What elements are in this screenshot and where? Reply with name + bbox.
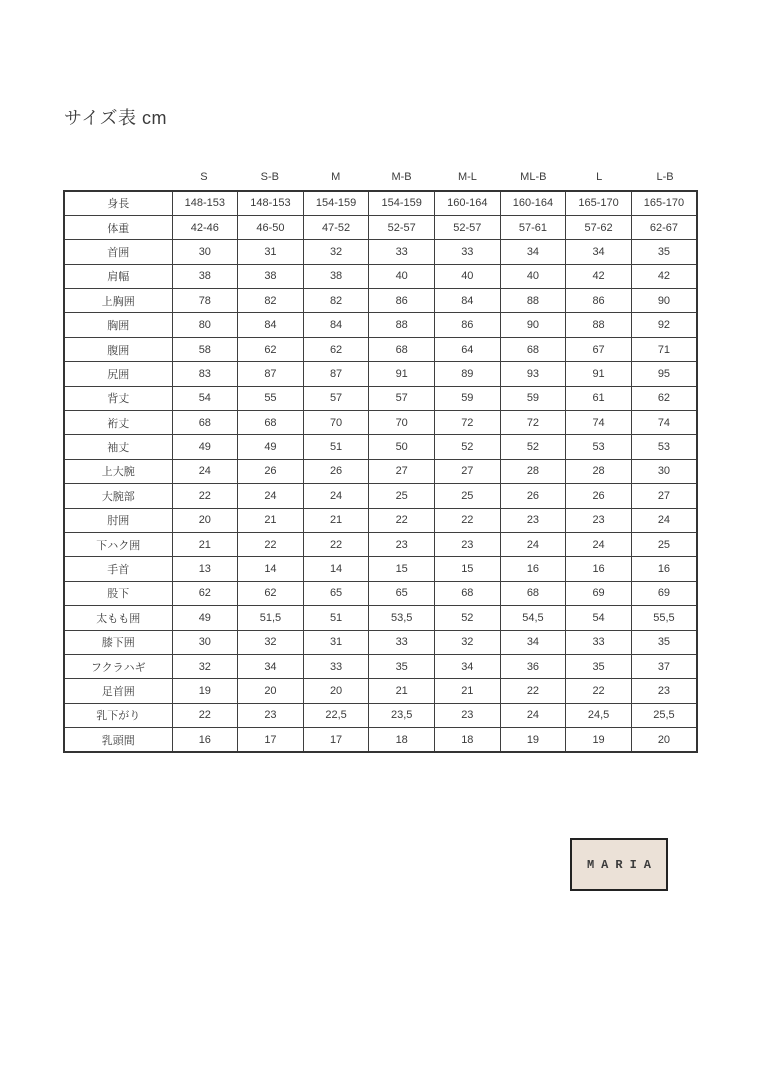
table-cell: 54,5 xyxy=(500,606,566,630)
table-row xyxy=(64,484,697,508)
size-column-header-l: L xyxy=(596,171,603,183)
table-cell: 33 xyxy=(566,630,632,654)
table-cell: 148-153 xyxy=(172,191,238,215)
table-cell: 165-170 xyxy=(566,191,632,215)
table-cell: 27 xyxy=(435,459,501,483)
table-cell: 62 xyxy=(172,581,238,605)
table-cell: 13 xyxy=(172,557,238,581)
table-cell: 19 xyxy=(566,728,632,752)
table-cell: 35 xyxy=(369,654,435,678)
table-cell: 89 xyxy=(435,362,501,386)
table-cell: 20 xyxy=(303,679,369,703)
table-cell: 62 xyxy=(303,337,369,361)
table-cell: 51 xyxy=(303,606,369,630)
table-cell: 68 xyxy=(500,337,566,361)
table-cell: 24 xyxy=(631,508,697,532)
table-cell: 31 xyxy=(238,240,304,264)
table-cell: 20 xyxy=(631,728,697,752)
table-cell: 22 xyxy=(303,532,369,556)
table-cell: 57-62 xyxy=(566,215,632,239)
table-row xyxy=(64,606,697,630)
table-cell: 69 xyxy=(566,581,632,605)
table-cell: 24 xyxy=(500,532,566,556)
table-cell: 57 xyxy=(369,386,435,410)
row-label: 大腕部 xyxy=(64,484,172,508)
table-cell: 92 xyxy=(631,313,697,337)
table-cell: 55 xyxy=(238,386,304,410)
table-cell: 32 xyxy=(435,630,501,654)
table-cell: 23 xyxy=(631,679,697,703)
table-cell: 70 xyxy=(369,411,435,435)
table-cell: 16 xyxy=(172,728,238,752)
table-row xyxy=(64,264,697,288)
table-cell: 22 xyxy=(369,508,435,532)
table-cell: 53,5 xyxy=(369,606,435,630)
table-row xyxy=(64,654,697,678)
table-cell: 58 xyxy=(172,337,238,361)
table-cell: 53 xyxy=(566,435,632,459)
table-cell: 165-170 xyxy=(631,191,697,215)
table-cell: 32 xyxy=(303,240,369,264)
table-cell: 95 xyxy=(631,362,697,386)
table-cell: 160-164 xyxy=(500,191,566,215)
table-cell: 86 xyxy=(566,289,632,313)
table-cell: 25,5 xyxy=(631,703,697,727)
table-row xyxy=(64,679,697,703)
table-cell: 65 xyxy=(303,581,369,605)
table-cell: 72 xyxy=(435,411,501,435)
table-cell: 23,5 xyxy=(369,703,435,727)
table-cell: 51,5 xyxy=(238,606,304,630)
table-cell: 23 xyxy=(500,508,566,532)
table-cell: 74 xyxy=(566,411,632,435)
table-cell: 59 xyxy=(435,386,501,410)
table-row xyxy=(64,703,697,727)
table-cell: 52-57 xyxy=(369,215,435,239)
table-cell: 17 xyxy=(238,728,304,752)
table-cell: 93 xyxy=(500,362,566,386)
table-row xyxy=(64,240,697,264)
table-cell: 65 xyxy=(369,581,435,605)
table-cell: 33 xyxy=(435,240,501,264)
table-row xyxy=(64,411,697,435)
table-cell: 49 xyxy=(172,606,238,630)
table-cell: 34 xyxy=(435,654,501,678)
row-label: 乳下がり xyxy=(64,703,172,727)
table-cell: 26 xyxy=(238,459,304,483)
page-title: サイズ表 cm xyxy=(64,108,168,128)
table-cell: 26 xyxy=(500,484,566,508)
table-cell: 53 xyxy=(631,435,697,459)
table-cell: 90 xyxy=(500,313,566,337)
table-cell: 62 xyxy=(238,581,304,605)
size-column-header-lb: L-B xyxy=(656,171,674,183)
table-cell: 88 xyxy=(369,313,435,337)
table-cell: 15 xyxy=(369,557,435,581)
table-row xyxy=(64,581,697,605)
table-cell: 51 xyxy=(303,435,369,459)
table-cell: 49 xyxy=(172,435,238,459)
table-cell: 61 xyxy=(566,386,632,410)
table-cell: 19 xyxy=(172,679,238,703)
size-table-body xyxy=(64,191,697,752)
table-row xyxy=(64,313,697,337)
table-cell: 52 xyxy=(435,435,501,459)
table-cell: 154-159 xyxy=(303,191,369,215)
table-cell: 20 xyxy=(238,679,304,703)
table-cell: 36 xyxy=(500,654,566,678)
table-cell: 27 xyxy=(369,459,435,483)
table-cell: 35 xyxy=(566,654,632,678)
table-cell: 71 xyxy=(631,337,697,361)
table-cell: 16 xyxy=(566,557,632,581)
table-row xyxy=(64,459,697,483)
table-cell: 30 xyxy=(631,459,697,483)
table-row xyxy=(64,435,697,459)
row-label: 肘囲 xyxy=(64,508,172,532)
size-column-header-mlb: ML-B xyxy=(520,171,547,183)
table-cell: 22 xyxy=(172,703,238,727)
row-label: 身長 xyxy=(64,191,172,215)
table-cell: 68 xyxy=(500,581,566,605)
table-cell: 38 xyxy=(238,264,304,288)
table-cell: 46-50 xyxy=(238,215,304,239)
table-cell: 19 xyxy=(500,728,566,752)
table-cell: 87 xyxy=(238,362,304,386)
size-column-header-ml: M-L xyxy=(457,171,477,183)
table-row xyxy=(64,362,697,386)
table-cell: 74 xyxy=(631,411,697,435)
table-cell: 50 xyxy=(369,435,435,459)
table-cell: 67 xyxy=(566,337,632,361)
table-cell: 32 xyxy=(172,654,238,678)
table-cell: 38 xyxy=(172,264,238,288)
table-cell: 26 xyxy=(566,484,632,508)
table-row xyxy=(64,630,697,654)
table-row xyxy=(64,508,697,532)
table-row xyxy=(64,191,697,215)
table-row xyxy=(64,386,697,410)
table-cell: 70 xyxy=(303,411,369,435)
brand-logo-text: MARIA xyxy=(586,857,658,872)
table-cell: 82 xyxy=(238,289,304,313)
table-cell: 78 xyxy=(172,289,238,313)
row-label: 膝下囲 xyxy=(64,630,172,654)
row-label: フクラハギ xyxy=(64,654,172,678)
table-cell: 59 xyxy=(500,386,566,410)
table-row xyxy=(64,337,697,361)
table-cell: 22 xyxy=(172,484,238,508)
row-label: 袖丈 xyxy=(64,435,172,459)
table-cell: 33 xyxy=(369,630,435,654)
table-cell: 80 xyxy=(172,313,238,337)
table-cell: 90 xyxy=(631,289,697,313)
table-cell: 82 xyxy=(303,289,369,313)
table-cell: 22 xyxy=(566,679,632,703)
table-cell: 54 xyxy=(172,386,238,410)
table-cell: 84 xyxy=(303,313,369,337)
table-cell: 34 xyxy=(500,630,566,654)
row-label: 上大腕 xyxy=(64,459,172,483)
table-cell: 68 xyxy=(238,411,304,435)
table-cell: 40 xyxy=(500,264,566,288)
row-label: 手首 xyxy=(64,557,172,581)
table-cell: 42-46 xyxy=(172,215,238,239)
table-cell: 23 xyxy=(566,508,632,532)
table-cell: 57 xyxy=(303,386,369,410)
table-cell: 24 xyxy=(500,703,566,727)
table-cell: 52 xyxy=(435,606,501,630)
table-cell: 55,5 xyxy=(631,606,697,630)
table-cell: 23 xyxy=(435,703,501,727)
table-cell: 72 xyxy=(500,411,566,435)
size-table xyxy=(63,190,698,753)
table-cell: 57-61 xyxy=(500,215,566,239)
table-cell: 64 xyxy=(435,337,501,361)
table-row xyxy=(64,728,697,752)
table-cell: 68 xyxy=(172,411,238,435)
table-cell: 42 xyxy=(631,264,697,288)
row-label: 胸囲 xyxy=(64,313,172,337)
size-column-header-s: S xyxy=(200,171,208,183)
table-row xyxy=(64,215,697,239)
table-cell: 21 xyxy=(238,508,304,532)
table-cell: 91 xyxy=(369,362,435,386)
table-cell: 148-153 xyxy=(238,191,304,215)
row-label: 乳頭間 xyxy=(64,728,172,752)
table-cell: 69 xyxy=(631,581,697,605)
table-cell: 23 xyxy=(435,532,501,556)
table-cell: 25 xyxy=(369,484,435,508)
size-column-header-sb: S-B xyxy=(260,171,279,183)
table-cell: 18 xyxy=(369,728,435,752)
table-cell: 34 xyxy=(238,654,304,678)
table-cell: 21 xyxy=(435,679,501,703)
table-cell: 52-57 xyxy=(435,215,501,239)
table-cell: 24 xyxy=(303,484,369,508)
row-label: 首囲 xyxy=(64,240,172,264)
table-row xyxy=(64,557,697,581)
table-cell: 86 xyxy=(369,289,435,313)
table-cell: 40 xyxy=(435,264,501,288)
table-cell: 20 xyxy=(172,508,238,532)
table-cell: 52 xyxy=(500,435,566,459)
row-label: 裄丈 xyxy=(64,411,172,435)
table-cell: 24 xyxy=(238,484,304,508)
table-cell: 40 xyxy=(369,264,435,288)
table-cell: 88 xyxy=(566,313,632,337)
row-label: 腹囲 xyxy=(64,337,172,361)
table-cell: 25 xyxy=(631,532,697,556)
table-cell: 30 xyxy=(172,630,238,654)
brand-logo-box xyxy=(570,838,668,891)
table-cell: 47-52 xyxy=(303,215,369,239)
table-cell: 32 xyxy=(238,630,304,654)
table-cell: 62 xyxy=(238,337,304,361)
table-cell: 23 xyxy=(238,703,304,727)
table-cell: 25 xyxy=(435,484,501,508)
table-cell: 15 xyxy=(435,557,501,581)
table-row xyxy=(64,532,697,556)
table-cell: 27 xyxy=(631,484,697,508)
size-header-row xyxy=(63,166,698,188)
table-cell: 16 xyxy=(631,557,697,581)
row-label: 股下 xyxy=(64,581,172,605)
table-cell: 34 xyxy=(500,240,566,264)
row-label: 下ハク囲 xyxy=(64,532,172,556)
table-cell: 28 xyxy=(566,459,632,483)
table-cell: 49 xyxy=(238,435,304,459)
table-cell: 91 xyxy=(566,362,632,386)
table-cell: 54 xyxy=(566,606,632,630)
table-cell: 17 xyxy=(303,728,369,752)
table-cell: 86 xyxy=(435,313,501,337)
table-cell: 62-67 xyxy=(631,215,697,239)
table-cell: 18 xyxy=(435,728,501,752)
row-label: 背丈 xyxy=(64,386,172,410)
table-cell: 14 xyxy=(303,557,369,581)
table-cell: 21 xyxy=(172,532,238,556)
row-label: 体重 xyxy=(64,215,172,239)
table-cell: 35 xyxy=(631,240,697,264)
row-label: 上胸囲 xyxy=(64,289,172,313)
table-cell: 22 xyxy=(238,532,304,556)
table-cell: 154-159 xyxy=(369,191,435,215)
table-cell: 22,5 xyxy=(303,703,369,727)
table-cell: 83 xyxy=(172,362,238,386)
table-cell: 34 xyxy=(566,240,632,264)
row-label: 肩幅 xyxy=(64,264,172,288)
table-cell: 14 xyxy=(238,557,304,581)
size-column-header-m: M xyxy=(331,171,341,183)
table-cell: 23 xyxy=(369,532,435,556)
table-cell: 30 xyxy=(172,240,238,264)
table-cell: 35 xyxy=(631,630,697,654)
table-cell: 31 xyxy=(303,630,369,654)
table-cell: 68 xyxy=(369,337,435,361)
table-cell: 28 xyxy=(500,459,566,483)
table-cell: 24 xyxy=(172,459,238,483)
table-cell: 21 xyxy=(303,508,369,532)
table-cell: 87 xyxy=(303,362,369,386)
table-cell: 22 xyxy=(435,508,501,532)
table-cell: 33 xyxy=(369,240,435,264)
table-cell: 26 xyxy=(303,459,369,483)
row-label: 太もも囲 xyxy=(64,606,172,630)
table-cell: 84 xyxy=(238,313,304,337)
table-cell: 38 xyxy=(303,264,369,288)
size-column-header-mb: M-B xyxy=(391,171,412,183)
table-cell: 21 xyxy=(369,679,435,703)
table-cell: 24 xyxy=(566,532,632,556)
table-cell: 84 xyxy=(435,289,501,313)
row-label: 尻囲 xyxy=(64,362,172,386)
table-cell: 24,5 xyxy=(566,703,632,727)
table-cell: 16 xyxy=(500,557,566,581)
table-cell: 33 xyxy=(303,654,369,678)
table-row xyxy=(64,289,697,313)
table-cell: 62 xyxy=(631,386,697,410)
table-cell: 22 xyxy=(500,679,566,703)
table-cell: 68 xyxy=(435,581,501,605)
table-cell: 88 xyxy=(500,289,566,313)
table-cell: 160-164 xyxy=(435,191,501,215)
row-label: 足首囲 xyxy=(64,679,172,703)
table-cell: 37 xyxy=(631,654,697,678)
table-cell: 42 xyxy=(566,264,632,288)
